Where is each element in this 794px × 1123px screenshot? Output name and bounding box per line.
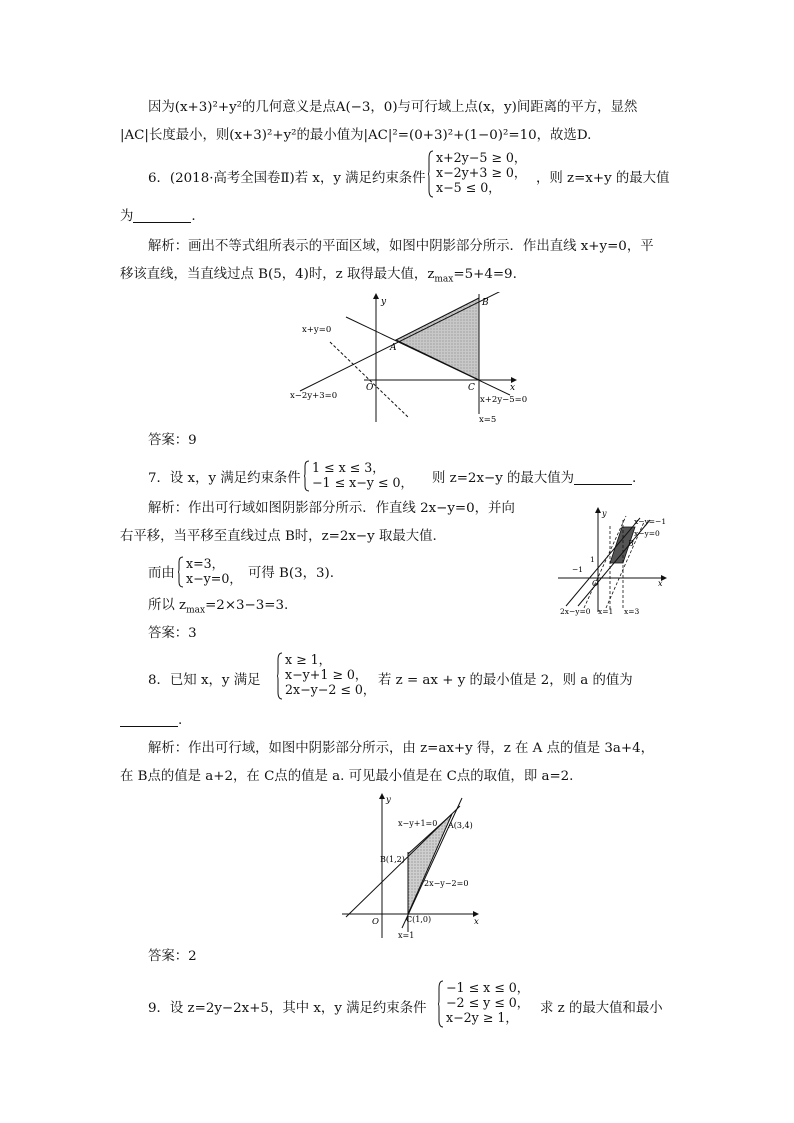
label-x-minus-2y-plus-3: x−2y+3=0 (290, 391, 338, 401)
q6-feasible-region-figure (280, 292, 540, 424)
q8-answer: 答案：2 (148, 949, 197, 964)
q8-question-tail: . (120, 712, 182, 730)
point-label-a: A (390, 343, 397, 353)
label-x-plus-y-0: x+y=0 (302, 325, 332, 335)
label-x-equals-5: x=5 (479, 415, 497, 424)
q6-answer-blank (133, 208, 191, 223)
left-brace-icon (304, 460, 310, 492)
q6-answer: 答案：9 (148, 433, 197, 448)
q6-shaded-region (396, 298, 479, 380)
point-label-b: B(1,2) (380, 855, 405, 864)
q9-constraint-2: −2 ≤ y ≤ 0， (446, 995, 530, 1010)
q9-constraint-3: x−2y ≥ 1， (446, 1010, 518, 1025)
q9-question-suffix: 求 z 的最大值和最小 (540, 1001, 663, 1016)
q6-question-prefix: 6．(2018·高考全国卷Ⅱ)若 x，y 满足约束条件 (148, 171, 426, 186)
tick-label-1: 1 (590, 555, 595, 564)
q5-analysis-line-1: 因为(x+3)²+y²的几何意义是点A(−3，0)与可行域上点(x，y)间距离的平方，显然 (148, 100, 638, 115)
origin-label: O (366, 383, 374, 393)
q8-question-prefix: 8．已知 x，y 满足 (148, 673, 261, 688)
q7-solve-eq-1: x=3， (186, 556, 225, 571)
x-axis-label: x (658, 579, 663, 588)
q5-analysis-line-2: |AC|长度最小，则(x+3)²+y²的最小值为|AC|²=(0+3)²+(1−0)²=10，故选D. (120, 128, 592, 143)
q8-analysis-line-1: 解析：作出可行域，如图中阴影部分所示，由 z=ax+y 得，z 在 A 点的值是 3a+4， (148, 741, 655, 756)
q8-constraint-3: 2x−y−2 ≤ 0， (285, 682, 376, 697)
origin-label: O (592, 579, 599, 588)
q6-analysis-line-2: 移该直线，当直线过点 B(5，4)时，z 取得最大值，$z_{max}=5+4=9$. (120, 267, 517, 285)
q7-solve-prefix: 而由 (148, 566, 175, 581)
point-label-b: B (628, 539, 634, 548)
q9-constraint-system (438, 980, 529, 1028)
x-axis-label: x (474, 917, 479, 927)
label-x-minus-y-0: x−y=0 (634, 529, 660, 538)
label-2x-minus-y-0: 2x−y=0 (560, 607, 591, 616)
q7-analysis-line-1: 解析：作出可行域如图阴影部分所示．作直线 2x−y=0，并向 (148, 501, 515, 516)
label-2x-minus-y-minus-2: 2x−y−2=0 (424, 879, 469, 888)
q6-analysis-line-1: 解析：画出不等式组所表示的平面区域，如图中阴影部分所示．作出直线 x+y=0，平 (148, 239, 654, 254)
y-axis-label: y (381, 297, 387, 307)
q6-constraint-2: x−2y+3 ≥ 0， (436, 165, 527, 180)
q7-question-suffix: 则 z=2x−y 的最大值为 . (432, 471, 637, 486)
left-brace-icon (178, 556, 184, 588)
q6-constraint-3: x−5 ≤ 0， (436, 180, 501, 195)
q8-constraint-2: x−y+1 ≥ 0， (285, 667, 368, 682)
label-x-minus-y-plus-1: x−y+1=0 (398, 819, 438, 828)
q8-shaded-region (408, 814, 452, 914)
q7-result: 所以 $z_{max}=2\times 3-3=3$. (148, 598, 289, 616)
label-x-minus-y-minus-1: x−y=−1 (634, 517, 667, 526)
q9-constraint-1: −1 ≤ x ≤ 0， (446, 980, 530, 995)
label-x-plus-2y-minus-5: x+2y−5=0 (480, 395, 528, 405)
q7-question-prefix: 7．设 x，y 满足约束条件 (148, 471, 301, 486)
y-axis-label: y (386, 795, 391, 805)
q7-solve-system (178, 556, 242, 588)
point-label-c: C(1,0) (406, 915, 432, 924)
q6-constraint-1: x+2y−5 ≥ 0， (436, 150, 527, 165)
q6-constraint-system (428, 150, 527, 198)
label-x-equals-1: x=1 (398, 931, 415, 940)
q8-constraint-1: x ≥ 1， (285, 652, 332, 667)
tick-label-minus-1: −1 (572, 565, 584, 574)
left-brace-icon (438, 980, 444, 1028)
q9-question-prefix: 9．设 z=2y−2x+5，其中 x，y 满足约束条件 (148, 1001, 427, 1016)
label-x-equals-3: x=3 (624, 607, 640, 616)
point-label-a: A(3,4) (448, 821, 473, 830)
q7-answer-blank (574, 470, 632, 485)
label-x-equals-1: x=1 (598, 607, 614, 616)
x-axis-label: x (510, 383, 516, 393)
q7-answer: 答案：3 (148, 626, 197, 641)
q7-analysis-line-2: 右平移，当平移至直线过点 B时，z=2x−y 取最大值. (120, 529, 437, 544)
y-axis-label: y (602, 509, 607, 518)
left-brace-icon (277, 652, 283, 700)
q7-constraint-system (304, 460, 413, 492)
q7-solve-suffix: 可得 B(3，3). (248, 566, 335, 581)
q7-feasible-region-figure (548, 506, 680, 618)
q6-question-suffix: ，则 z=x+y 的最大值 (536, 171, 670, 186)
line-x-minus-y-minus-1 (566, 518, 640, 606)
q7-solve-eq-2: x−y=0， (186, 571, 242, 586)
q8-question-suffix: 若 z = ax + y 的最小值是 2，则 a 的值为 (378, 673, 633, 688)
q8-feasible-region-figure (336, 792, 486, 942)
origin-label: O (372, 917, 379, 927)
q7-constraint-1: 1 ≤ x ≤ 3， (312, 460, 385, 475)
point-label-c: C (468, 383, 475, 393)
point-label-b: B (482, 298, 489, 308)
q8-answer-blank (120, 712, 178, 727)
left-brace-icon (428, 150, 434, 198)
q8-analysis-line-2: 在 B点的值是 a+2，在 C点的值是 a. 可见最小值是在 C点的取值，即 a=2. (120, 769, 574, 784)
q6-question-tail: 为 . (120, 209, 196, 224)
q8-constraint-system (277, 652, 376, 700)
q7-constraint-2: −1 ≤ x−y ≤ 0， (312, 475, 414, 490)
